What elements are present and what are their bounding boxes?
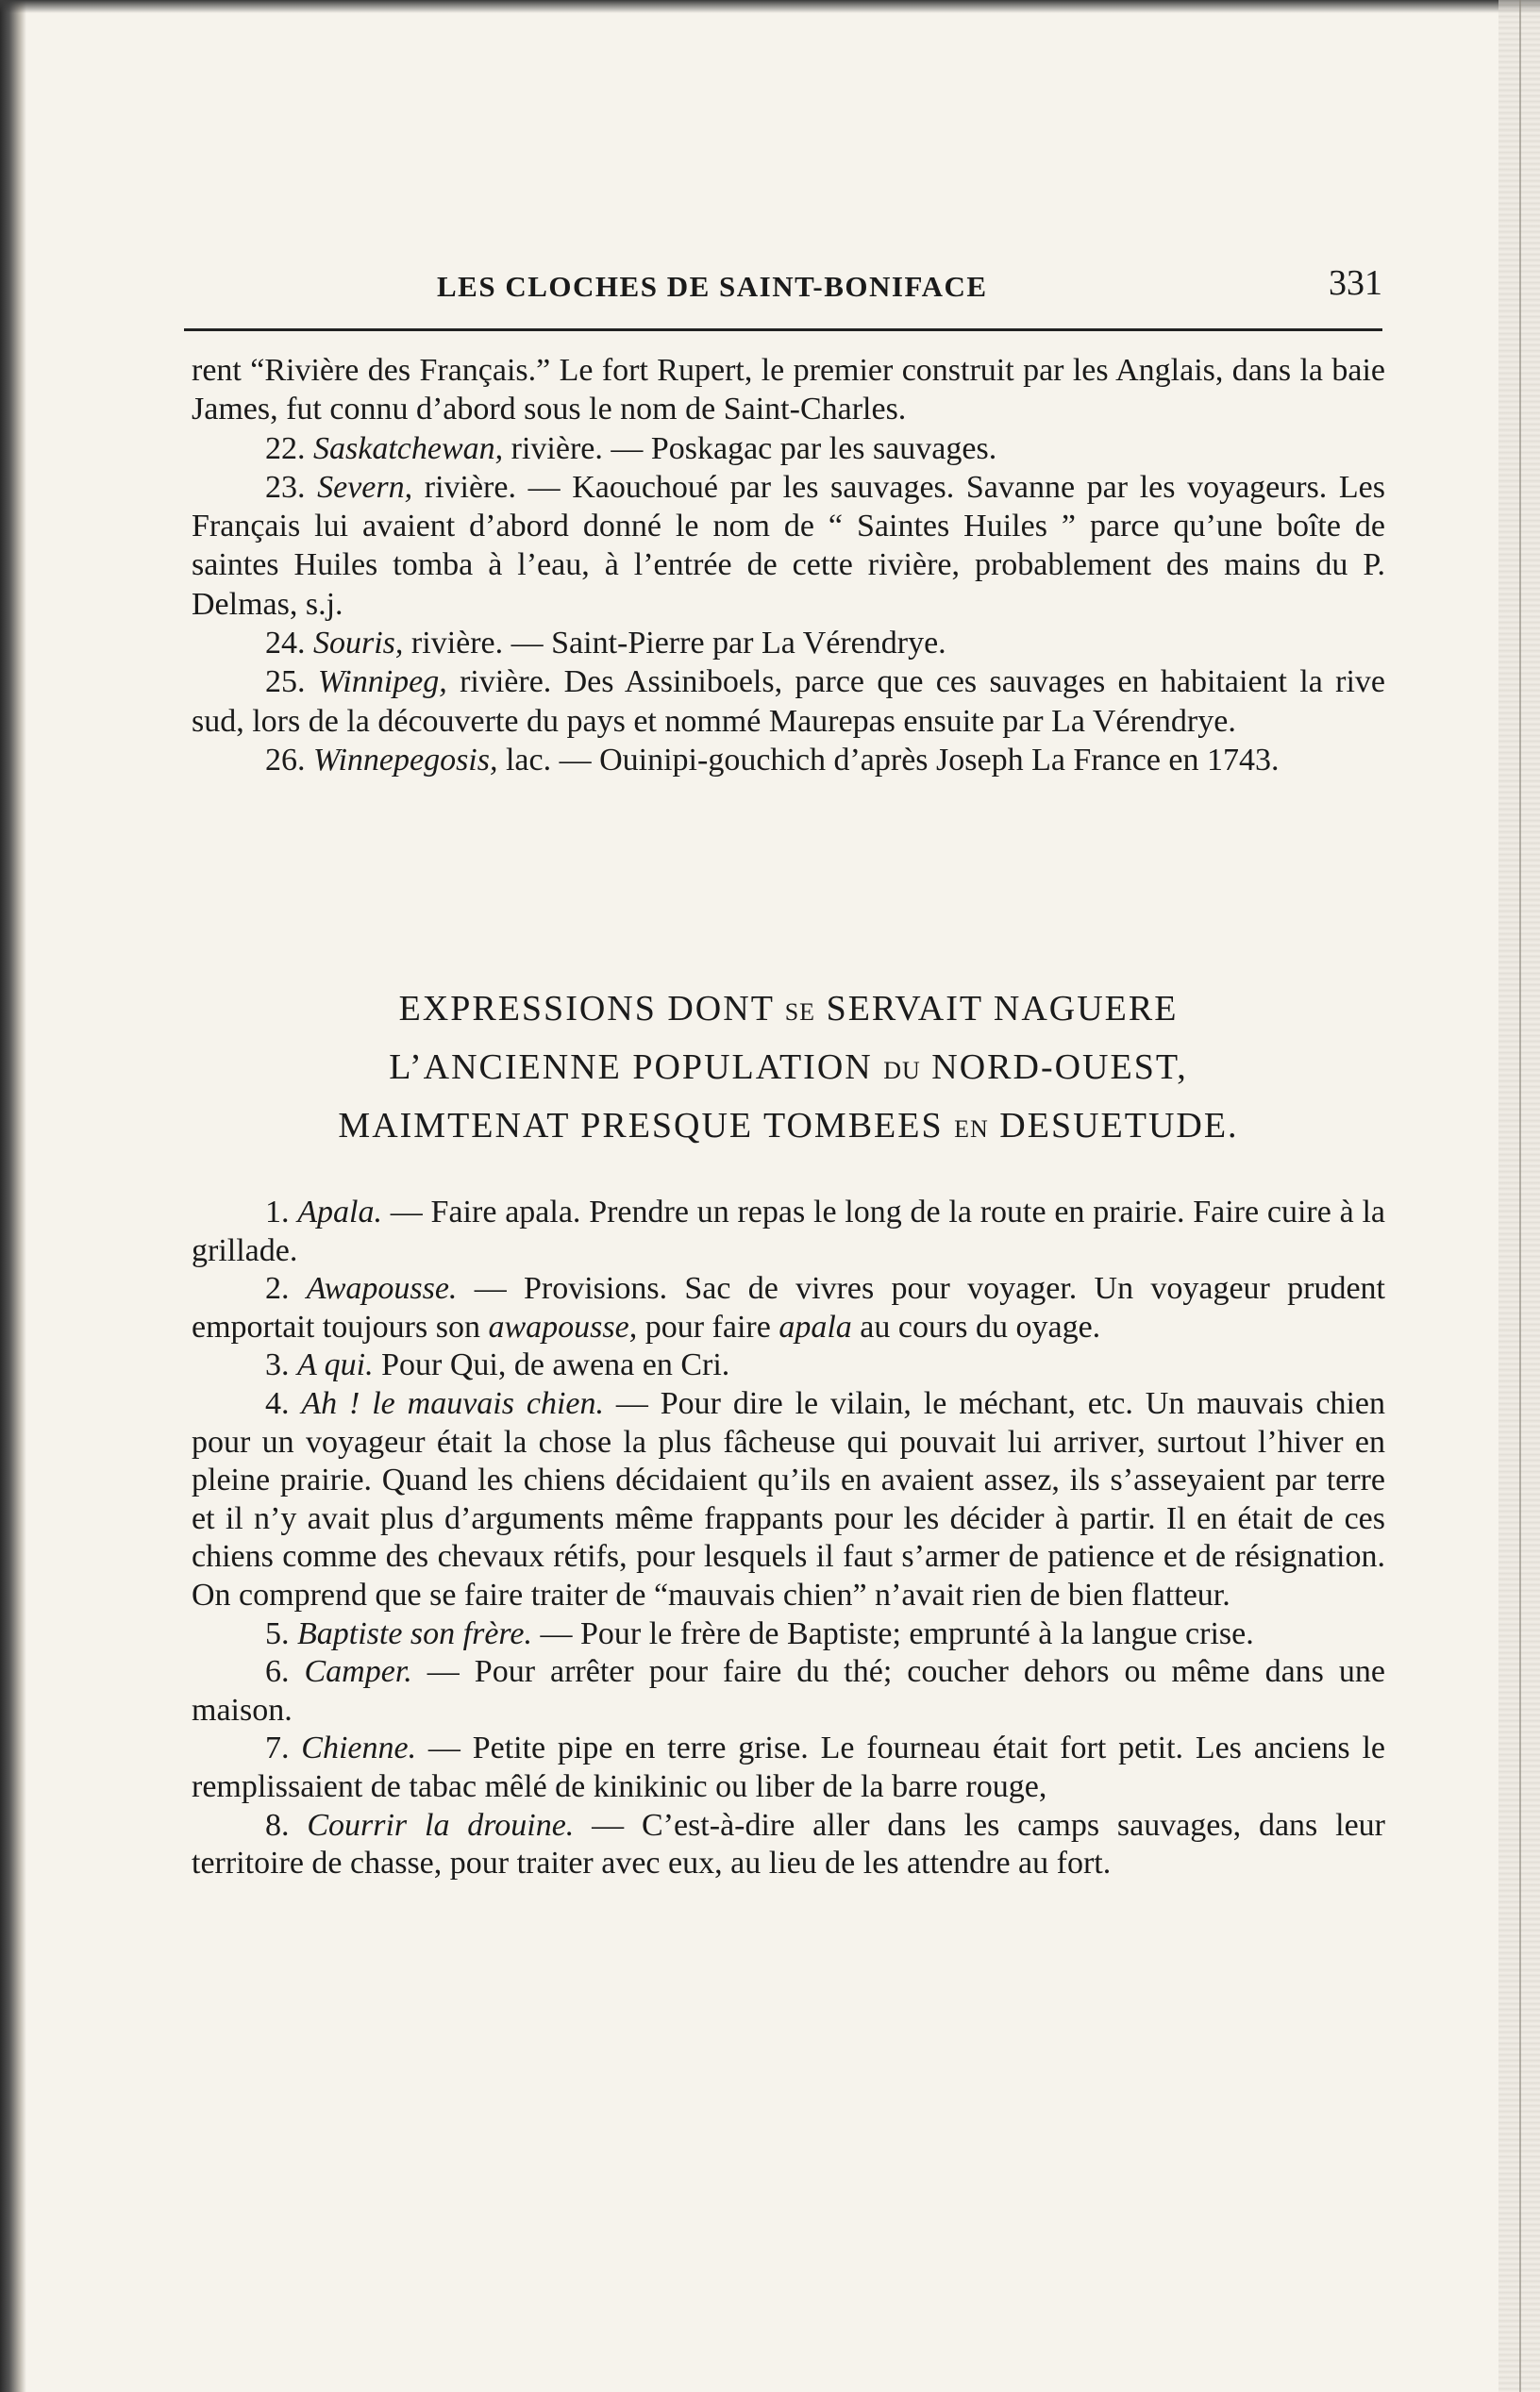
entry-23: 23. Severn, rivière. — Kaouchoué par les sauvages. Savanne par les voyageurs. Les Français lui avaient d’abord donné le nom de “ Saintes Huiles ” parce qu’une boîte de saintes Huiles tomba à l’eau, à l’entrée de cette rivière, probablement des mains du P. Delmas, s.j. [192,469,1386,622]
expression-5: 5. Baptiste son frère. — Pour le frère de Baptiste; emprunté à la langue crise. [265,1615,1254,1651]
expressions-list [192,1194,1385,1883]
expression-6: 6. Camper. — Pour arrêter pour faire du thé; coucher dehors ou même dans une maison. [192,1654,1385,1728]
running-header [184,262,1382,319]
section-heading-line-3: MAIMTENAT PRESQUE TOMBEES EN DESUETUDE. [338,1106,1239,1146]
expression-4: 4. Ah ! le mauvais chien. — Pour dire le vilain, le méchant, etc. Un mauvais chien pour un voyageur était la chose la plus fâcheuse qui pouvait lui arriver, surtout l’hiver en pleine prairie. Quand les chiens décidaient qu’ils en avaient assez, ils s’asseyaient par terre et il n’y avait plus d’arguments même frappants pour les décider à partir. Il en était de ces chiens comme des chevaux rétifs, pour lesquels il faut s’armer de patience et de résignation. On comprend que se faire traiter de “mauvais chien” n’avait rien de bien flatteur. [192,1385,1386,1613]
expression-1: 1. Apala. — Faire apala. Prendre un repas le long de la route en prairie. Faire cuire à la grillade. [192,1195,1385,1268]
expression-3: 3. A qui. Pour Qui, de awena en Cri. [265,1347,730,1383]
continued-paragraph: rent “Rivière des Français.” Le fort Rupert, le premier construit par les Anglais, dans la baie James, fut connu d’abord sous le nom de Saint-Charles. [192,353,1385,427]
place-names-continued [192,351,1385,779]
book-spine-shadow [0,0,26,2392]
entry-25: 25. Winnipeg, rivière. Des Assiniboels, parce que ces sauvages en habitaient la rive sud, lors de la découverte du pays et nommé Maurepas ensuite par La Vérendrye. [192,664,1386,739]
section-heading-line-2: L’ANCIENNE POPULATION DU NORD-OUEST, [389,1047,1188,1087]
entry-22: 22. Saskatchewan, rivière. — Poskagac par les sauvages. [265,430,997,466]
entry-24: 24. Souris, rivière. — Saint-Pierre par La Vérendrye. [265,626,946,661]
section-heading [192,981,1385,1157]
page-right-edge-line [1519,0,1521,2392]
header-rule [184,328,1382,331]
expression-7: 7. Chienne. — Petite pipe en terre grise. Le fourneau était fort petit. Les anciens le remplissaient de tabac mêlé de kinikinic ou liber de la barre rouge, [192,1731,1385,1804]
entry-26: 26. Winnepegosis, lac. — Ouinipi-gouchich d’après Joseph La France en 1743. [265,742,1280,778]
running-title: LES CLOCHES DE SAINT-BONIFACE [437,270,988,303]
expression-8: 8. Courrir la drouine. — C’est-à-dire aller dans les camps sauvages, dans leur territoire de chasse, pour traiter avec eux, au lieu de les attendre au fort. [192,1807,1385,1882]
section-heading-line-1: EXPRESSIONS DONT SE SERVAIT NAGUERE [398,989,1179,1029]
page-number: 331 [1329,263,1382,303]
page-top-shadow [0,0,1540,13]
expression-2: 2. Awapousse. — Provisions. Sac de vivres pour voyager. Un voyageur prudent emportait toujours son awapousse, pour faire apala au cours du oyage. [192,1271,1386,1345]
